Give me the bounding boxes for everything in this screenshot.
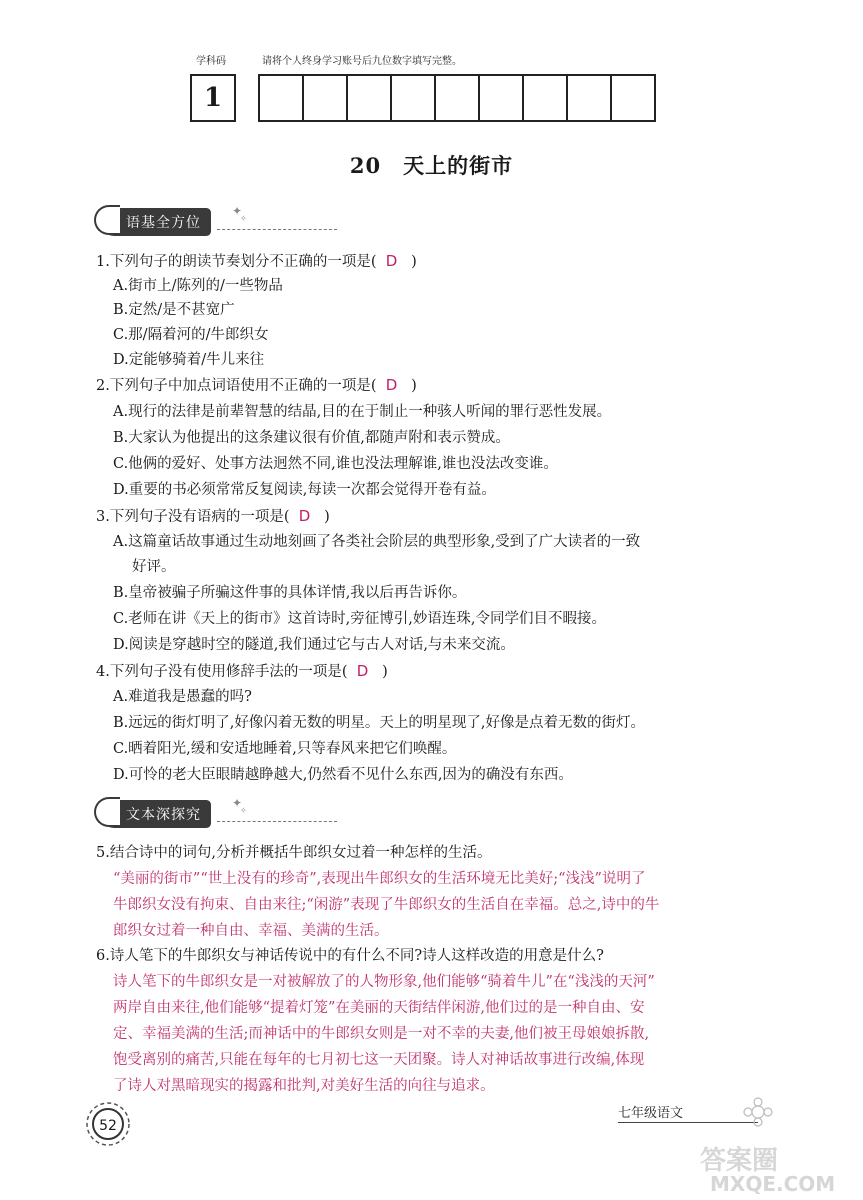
question-2: [96, 374, 417, 397]
swirl-icon: [94, 205, 120, 235]
watermark-url: MXQE.COM: [710, 1172, 836, 1196]
option: A.现行的法律是前辈智慧的结晶,目的在于制止一种骇人听闻的罪行恶性发展。: [113, 404, 612, 420]
option: C.老师在讲《天上的街市》这首诗时,旁征博引,妙语连珠,令同学们目不暇接。: [113, 611, 607, 627]
answer-mark: D: [385, 252, 398, 270]
account-code-cells: [258, 74, 656, 122]
question-stem: 3.下列句子没有语病的一项是(: [96, 509, 290, 525]
answer-line: 牛郎织女没有拘束、自由来往;“闲游”表现了牛郎织女的生活自在幸福。总之,诗中的牛: [113, 897, 660, 913]
option: D.可怜的老大臣眼睛越睁越大,仍然看不见什么东西,因为的确没有东西。: [113, 767, 573, 783]
sparkle-icon: ✦: [232, 204, 243, 218]
option: B.远远的街灯明了,好像闪着无数的明星。天上的明星现了,好像是点着无数的街灯。: [113, 715, 645, 731]
section-divider: [217, 229, 337, 230]
question-5: 5.结合诗中的词句,分析并概括牛郎织女过着一种怎样的生活。: [96, 845, 492, 861]
option-continued: 好评。: [132, 559, 176, 575]
answer-line: 诗人笔下的牛郎织女是一对被解放了的人物形象,他们能够“骑着牛儿”在“浅浅的天河”: [113, 974, 655, 990]
answer-line: 饱受离别的痛苦,只能在每年的七月初七这一天团聚。诗人对神话故事进行改编,体现: [113, 1052, 645, 1068]
page-number: 52: [92, 1108, 124, 1140]
page-number-badge: [84, 1100, 132, 1148]
flower-icon: [740, 1094, 776, 1130]
question-stem: 2.下列句子中加点词语使用不正确的一项是(: [96, 378, 377, 394]
option: C.他俩的爱好、处事方法迥然不同,谁也没法理解谁,谁也没法改变谁。: [113, 456, 558, 472]
question-stem: 1.下列句子的朗读节奏划分不正确的一项是(: [96, 254, 377, 270]
sparkle-icon: ✦: [232, 796, 243, 810]
instruction-text: 请将个人终身学习账号后九位数字填写完整。: [262, 56, 462, 67]
section-title-reading: 文本深探究: [126, 807, 201, 823]
section-divider: [217, 821, 337, 822]
code-cell[interactable]: [258, 74, 304, 122]
lesson-title: 20 天上的街市: [349, 153, 514, 178]
code-cell[interactable]: [478, 74, 524, 122]
footer-divider: [618, 1122, 758, 1123]
watermark-logo: 答案圈: [700, 1146, 779, 1176]
subject-code-box: 1: [190, 74, 236, 122]
option: B.大家认为他提出的这条建议很有价值,都随声附和表示赞成。: [113, 430, 510, 446]
question-stem: 4.下列句子没有使用修辞手法的一项是(: [96, 664, 348, 680]
section-title-basics: 语基全方位: [126, 215, 201, 231]
bracket-close: ): [382, 664, 388, 680]
subject-code-label: 学科码: [196, 56, 226, 67]
answer-mark: D: [298, 507, 311, 525]
bracket-close: ): [324, 509, 330, 525]
answer-mark: D: [356, 662, 369, 680]
option: D.重要的书必须常常反复阅读,每读一次都会觉得开卷有益。: [113, 482, 496, 498]
code-cell[interactable]: [434, 74, 480, 122]
option: C.那/隔着河的/牛郎织女: [113, 327, 269, 343]
option: C.晒着阳光,缓和安适地睡着,只等春风来把它们唤醒。: [113, 741, 457, 757]
option: A.这篇童话故事通过生动地刻画了各类社会阶层的典型形象,受到了广大读者的一致: [113, 534, 641, 550]
answer-line: 了诗人对黑暗现实的揭露和批判,对美好生活的向往与追求。: [113, 1078, 495, 1094]
grade-label: 七年级语文: [618, 1106, 684, 1121]
sparkle-icon: ✧: [240, 806, 247, 815]
code-cell[interactable]: [302, 74, 348, 122]
sparkle-icon: ✧: [240, 214, 247, 223]
option: A.难道我是愚蠢的吗?: [113, 689, 252, 705]
option: D.阅读是穿越时空的隧道,我们通过它与古人对话,与未来交流。: [113, 637, 515, 653]
bracket-close: ): [411, 378, 417, 394]
code-cell[interactable]: [566, 74, 612, 122]
question-1: [96, 250, 417, 273]
option: B.定然/是不甚宽广: [113, 302, 235, 318]
bracket-close: ): [411, 254, 417, 270]
section-badge-basics: [100, 204, 337, 240]
answer-mark: D: [385, 376, 398, 394]
answer-line: 郎织女过着一种自由、幸福、美满的生活。: [113, 923, 389, 939]
answer-line: 定、幸福美满的生活;而神话中的牛郎织女则是一对不幸的夫妻,他们被王母娘娘拆散,: [113, 1026, 650, 1042]
swirl-icon: [94, 797, 120, 827]
code-cell[interactable]: [390, 74, 436, 122]
question-4: [96, 660, 388, 683]
question-6: 6.诗人笔下的牛郎织女与神话传说中的有什么不同?诗人这样改造的用意是什么?: [96, 948, 604, 964]
question-3: [96, 505, 330, 528]
code-cell[interactable]: [346, 74, 392, 122]
code-cell[interactable]: [610, 74, 656, 122]
option: B.皇帝被骗子所骗这件事的具体详情,我以后再告诉你。: [113, 585, 467, 601]
section-badge-reading: [100, 796, 337, 832]
option: A.街市上/陈列的/一些物品: [113, 278, 283, 294]
option: D.定能够骑着/牛儿来往: [113, 352, 265, 368]
answer-line: “美丽的街市”“世上没有的珍奇”,表现出牛郎织女的生活环境无比美好;“浅浅”说明了: [113, 871, 646, 887]
code-cell[interactable]: [522, 74, 568, 122]
answer-line: 两岸自由来往,他们能够“提着灯笼”在美丽的天街结伴闲游,他们过的是一种自由、安: [113, 1000, 645, 1016]
